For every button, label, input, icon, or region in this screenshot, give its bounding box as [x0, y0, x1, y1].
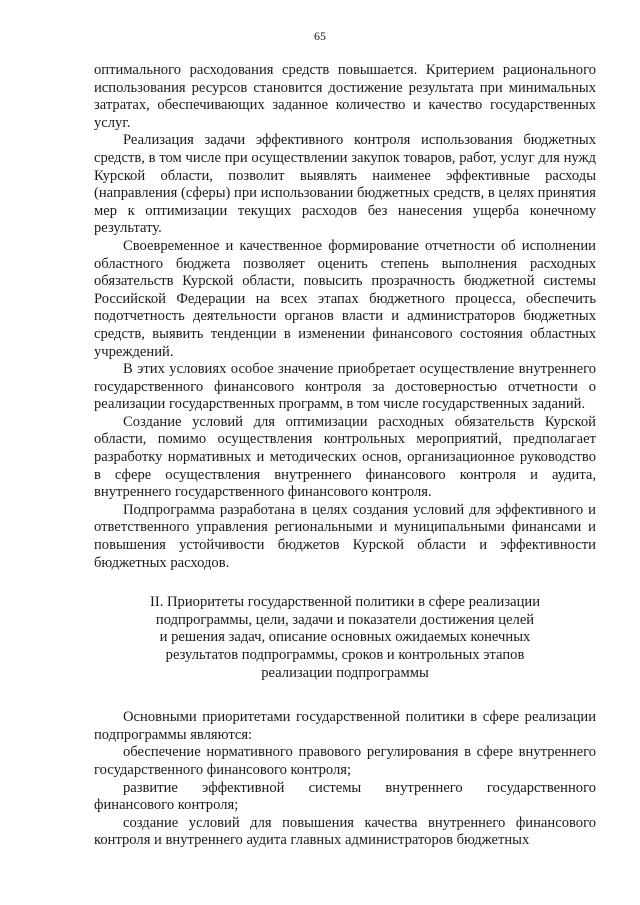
- paragraph: Своевременное и качественное формирование отчетности об исполнении областного бюджета позволяет оценить степень выполнения расходных обязательств Курской области, повысить прозрачность бюджетной системы Российской Федерации на всех этапах бюджетного процесса, обеспечить подотчетность деятельности органов власти и администраторов бюджетных средств, выявить тенденции в изменении финансового состояния областных учреждений.: [94, 237, 596, 360]
- paragraph: оптимального расходования средств повышается. Критерием рационального использования ресурсов становится достижение результата при минимальных затратах, обеспечивающих заданное количество и качество государственных услуг.: [94, 62, 596, 131]
- paragraph: Создание условий для оптимизации расходных обязательств Курской области, помимо осуществления контрольных мероприятий, предполагает разработку нормативных и методических основ, организационное руководство в сфере осуществления внутреннего финансового контроля и аудита, внутреннего государственного финансового контроля.: [94, 413, 596, 501]
- section-heading-line: и решения задач, описание основных ожидаемых конечных: [159, 629, 531, 646]
- document-body: [94, 62, 596, 850]
- section-heading: [94, 594, 596, 682]
- list-item: развитие эффективной системы внутреннего государственного финансового контроля;: [94, 779, 596, 814]
- list-item: обеспечение нормативного правового регулирования в сфере внутреннего государственного финансового контроля;: [94, 744, 596, 778]
- list-item: создание условий для повышения качества внутреннего финансового контроля и внутреннего аудита главных администраторов бюджетных: [94, 814, 596, 849]
- paragraph: Подпрограмма разработана в целях создания условий для эффективного и ответственного управления региональными и муниципальными финансами и повышения устойчивости бюджетов Курской области и эффективности бюджетных расходов.: [94, 501, 596, 571]
- page-number: 65: [314, 29, 326, 43]
- section-heading-line: результатов подпрограммы, сроков и контрольных этапов: [165, 647, 525, 663]
- paragraph: В этих условиях особое значение приобретает осуществление внутреннего государственного финансового контроля за достоверностью отчетности о реализации государственных программ, в том числе государственных заданий.: [94, 361, 596, 413]
- section-heading-line: II. Приоритеты государственной политики в сфере реализации: [149, 594, 541, 611]
- paragraph: Реализация задачи эффективного контроля использования бюджетных средств, в том числе при осуществлении закупок товаров, работ, услуг для нужд Курской области, позволит выявлять наименее эффективные расходы (направления (сферы) при использовании бюджетных средств, в целях принятия мер к оптимизации текущих расходов без нанесения ущерба конечному результату.: [94, 132, 596, 237]
- paragraph: Основными приоритетами государственной политики в сфере реализации подпрограммы являются:: [94, 709, 596, 743]
- section-heading-line: подпрограммы, цели, задачи и показатели достижения целей: [155, 611, 535, 628]
- section-heading-line: реализации подпрограммы: [261, 664, 429, 681]
